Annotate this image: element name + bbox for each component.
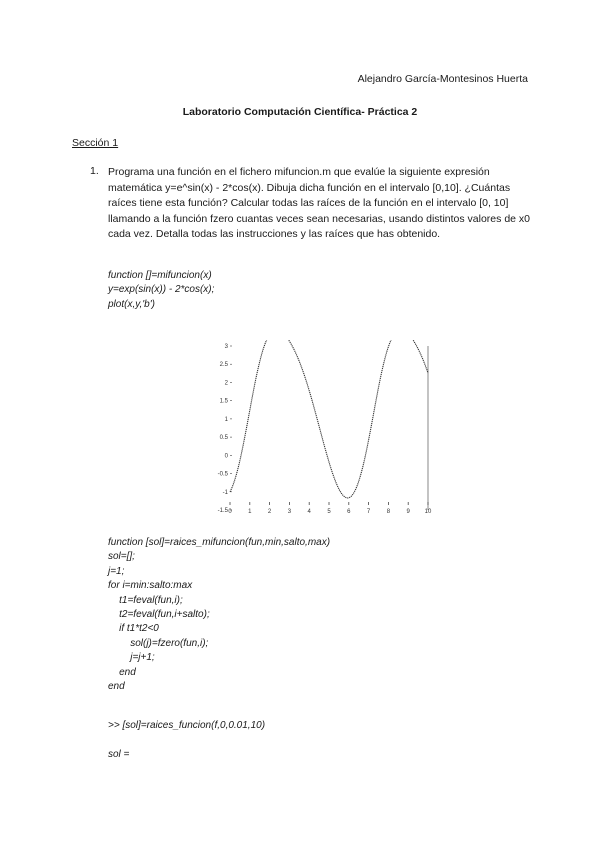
exercise-text: Programa una función en el fichero mifuncion.m que evalúe la siguiente expresión matemática y=e^sin(x) - 2*cos(x). Dibuja dicha función en el intervalo [0,10]. ¿Cuántas raíces tiene esta función? Calcular todas las raíces de la función en el intervalo [0, 10] llamando a la función fzero cuantas veces sean necesarias, usando distintos valores de x0 cada vez. Detalla todas las instrucciones y las raíces que has obtenido.	[108, 166, 530, 240]
y-tick-label: -1	[222, 489, 228, 496]
x-tick-label: 0	[228, 509, 232, 515]
code-line: if t1*t2<0	[108, 623, 159, 635]
y-tick-label: 0	[224, 453, 228, 460]
y-tick-label: 0.5	[219, 435, 228, 442]
y-tick-label: -0.5	[217, 471, 228, 478]
code-line: y=exp(sin(x)) - 2*cos(x);	[108, 284, 215, 296]
code-line: sol =	[108, 749, 130, 760]
code-line: sol=[];	[108, 551, 135, 563]
x-tick-label: 4	[307, 509, 311, 515]
x-tick-label: 5	[327, 509, 331, 515]
code-line: function []=mifuncion(x)	[108, 270, 212, 281]
code-line: >> [sol]=raices_funcion(f,0,0.01,10)	[108, 720, 266, 731]
x-tick-label: 6	[347, 509, 351, 515]
x-tick-label: 10	[424, 509, 432, 515]
code-line: function [sol]=raices_mifuncion(fun,min,salto,max)	[108, 537, 331, 548]
x-tick-label: 9	[406, 509, 410, 515]
x-tick-label: 2	[267, 509, 272, 515]
section-heading: Sección 1	[72, 137, 119, 149]
code-block-output	[108, 748, 129, 762]
code-line: t1=feval(fun,i);	[108, 594, 183, 606]
y-tick-label: -1.5	[217, 508, 228, 514]
code-block-raices	[108, 536, 330, 694]
x-tick-label: 3	[287, 509, 292, 515]
code-line: end	[108, 681, 125, 693]
code-block-mifuncion	[108, 269, 214, 312]
code-line: sol(j)=fzero(fun,i);	[108, 637, 209, 649]
x-tick-label: 8	[386, 509, 391, 515]
author-name: Alejandro García-Montesinos Huerta	[357, 73, 528, 85]
code-line: for i=min:salto:max	[108, 580, 193, 592]
document-title: Laboratorio Computación Científica- Práctica 2	[182, 106, 418, 118]
y-tick-label: 1	[224, 416, 228, 423]
y-tick-label: 3	[224, 344, 228, 350]
x-tick-label: 7	[366, 509, 371, 515]
exercise-number: 1.	[90, 165, 99, 177]
code-line: j=j+1;	[108, 652, 155, 664]
code-line: plot(x,y,'b')	[108, 298, 155, 310]
y-tick-label: 2	[224, 380, 228, 387]
function-plot	[200, 340, 440, 525]
code-line: end	[108, 666, 136, 678]
code-line: t2=feval(fun,i+salto);	[108, 609, 210, 621]
y-tick-label: 2.5	[219, 362, 228, 369]
code-block-command	[108, 719, 265, 733]
x-tick-label: 1	[248, 509, 252, 515]
code-line: j=1;	[108, 565, 125, 577]
function-curve	[230, 340, 428, 498]
y-tick-label: 1.5	[219, 398, 228, 405]
